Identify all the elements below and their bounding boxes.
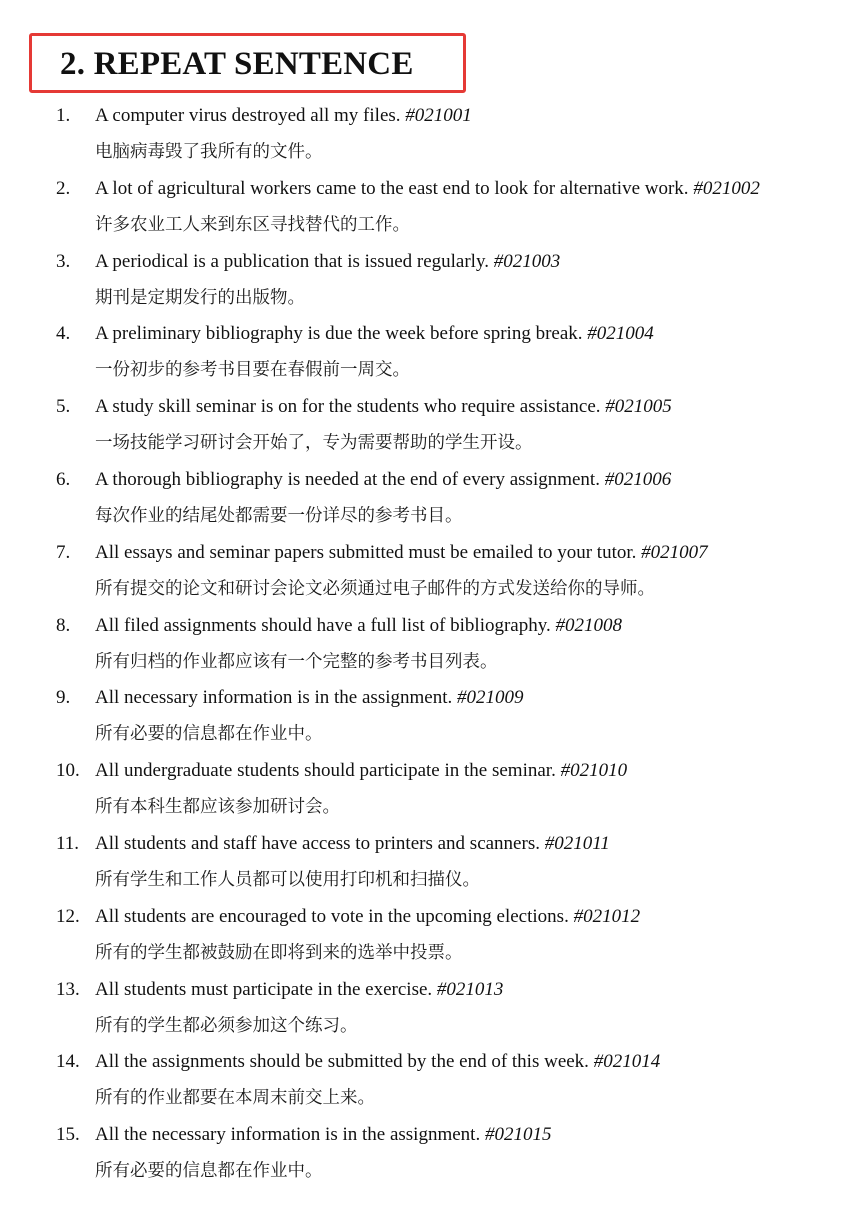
- english-text: A computer virus destroyed all my files.: [95, 105, 401, 126]
- sentence-code: #021014: [593, 1051, 661, 1073]
- list-item: [0, 393, 860, 466]
- item-number: 15.: [56, 1124, 80, 1146]
- item-number: 12.: [56, 905, 80, 927]
- english-text: A periodical is a publication that is issued regularly.: [95, 250, 489, 272]
- sentence-code: #021001: [405, 105, 472, 126]
- sentence-code: #021006: [604, 468, 672, 490]
- item-number: 6.: [56, 468, 71, 490]
- list-item: [0, 903, 860, 976]
- english-sentence: [95, 175, 760, 203]
- list-item: [0, 102, 860, 175]
- english-sentence: [95, 612, 622, 640]
- sentence-code: #021005: [605, 396, 672, 418]
- english-sentence: [95, 320, 654, 348]
- sentence-code: #021012: [573, 905, 641, 927]
- list-item: [0, 320, 860, 393]
- chinese-translation: 所有学生和工作人员都可以使用打印机和扫描仪。: [95, 869, 480, 890]
- list-item: [0, 976, 860, 1049]
- english-sentence: [95, 539, 708, 567]
- section-heading: 2. REPEAT SENTENCE: [60, 46, 414, 82]
- chinese-translation: 所有必要的信息都在作业中。: [95, 1161, 323, 1182]
- list-item: [0, 757, 860, 830]
- chinese-translation: 所有必要的信息都在作业中。: [95, 724, 323, 745]
- english-text: All students and staff have access to printers and scanners.: [95, 832, 540, 854]
- english-sentence: [95, 1048, 660, 1076]
- list-item: [0, 248, 860, 321]
- item-number: 1.: [56, 105, 71, 126]
- item-number: 13.: [56, 978, 80, 1000]
- sentence-code: #021015: [484, 1124, 552, 1146]
- item-number: 5.: [56, 396, 71, 418]
- sentence-code: #021011: [544, 832, 610, 854]
- chinese-translation: 一份初步的参考书目要在春假前一周交。: [95, 360, 410, 381]
- item-number: 7.: [56, 541, 71, 563]
- english-sentence: [95, 684, 523, 712]
- sentence-code: #021013: [436, 978, 504, 1000]
- chinese-translation: 每次作业的结尾处都需要一份详尽的参考书目。: [95, 505, 463, 526]
- list-item: [0, 830, 860, 903]
- english-text: A preliminary bibliography is due the week before spring break.: [95, 323, 583, 345]
- item-number: 9.: [56, 687, 71, 709]
- chinese-translation: 所有的学生都被鼓励在即将到来的选举中投票。: [95, 942, 463, 963]
- chinese-translation: 电脑病毒毁了我所有的文件。: [95, 142, 323, 162]
- english-text: All filed assignments should have a full list of bibliography.: [95, 614, 551, 636]
- english-text: All necessary information is in the assignment.: [95, 687, 453, 709]
- chinese-translation: 所有本科生都应该参加研讨会。: [95, 797, 340, 818]
- chinese-translation: 所有提交的论文和研讨会论文必须通过电子邮件的方式发送给你的导师。: [95, 578, 655, 599]
- list-item: [0, 1048, 860, 1121]
- item-number: 14.: [56, 1051, 80, 1073]
- sentence-code: #021010: [560, 760, 628, 782]
- list-item: [0, 539, 860, 612]
- sentence-list: [0, 102, 860, 1194]
- item-number: 11.: [56, 832, 80, 854]
- english-sentence: [95, 466, 671, 494]
- english-text: A thorough bibliography is needed at the end of every assignment.: [95, 468, 600, 490]
- sentence-code: #021009: [456, 687, 524, 709]
- english-sentence: [95, 102, 472, 130]
- item-number: 3.: [56, 250, 71, 272]
- english-text: A lot of agricultural workers came to the east end to look for alternative work.: [95, 177, 689, 199]
- sentence-code: #021002: [693, 177, 760, 199]
- chinese-translation: 期刊是定期发行的出版物。: [95, 287, 305, 308]
- english-text: All the necessary information is in the assignment.: [95, 1124, 481, 1146]
- sentence-code: #021003: [493, 250, 561, 272]
- english-text: All students are encouraged to vote in the upcoming elections.: [95, 905, 569, 927]
- english-text: A study skill seminar is on for the students who require assistance.: [95, 396, 601, 418]
- item-number: 2.: [56, 177, 71, 199]
- list-item: [0, 684, 860, 757]
- chinese-translation: 所有的学生都必须参加这个练习。: [95, 1015, 358, 1036]
- chinese-translation: 所有归档的作业都应该有一个完整的参考书目列表。: [95, 651, 498, 672]
- english-sentence: [95, 1121, 551, 1149]
- sentence-code: #021008: [555, 614, 623, 636]
- english-text: All students must participate in the exercise.: [95, 978, 433, 1000]
- english-sentence: [95, 393, 672, 421]
- list-item: [0, 466, 860, 539]
- english-sentence: [95, 248, 560, 276]
- english-sentence: [95, 976, 503, 1004]
- section-heading-box: [29, 33, 466, 93]
- item-number: 4.: [56, 323, 71, 345]
- english-text: All the assignments should be submitted by the end of this week.: [95, 1051, 589, 1073]
- english-sentence: [95, 757, 627, 785]
- english-sentence: [95, 903, 640, 931]
- item-number: 8.: [56, 614, 71, 636]
- chinese-translation: 所有的作业都要在本周末前交上来。: [95, 1088, 375, 1109]
- english-text: All essays and seminar papers submitted must be emailed to your tutor.: [95, 541, 637, 563]
- sentence-code: #021004: [587, 323, 654, 345]
- list-item: [0, 612, 860, 685]
- list-item: [0, 175, 860, 248]
- english-sentence: [95, 830, 610, 858]
- chinese-translation: 许多农业工人来到东区寻找替代的工作。: [95, 214, 410, 235]
- english-text: All undergraduate students should participate in the seminar.: [95, 760, 556, 782]
- item-number: 10.: [56, 760, 80, 782]
- list-item: [0, 1121, 860, 1194]
- chinese-translation: 一场技能学习研讨会开始了，专为需要帮助的学生开设。: [95, 433, 533, 454]
- sentence-code: #021007: [641, 541, 708, 563]
